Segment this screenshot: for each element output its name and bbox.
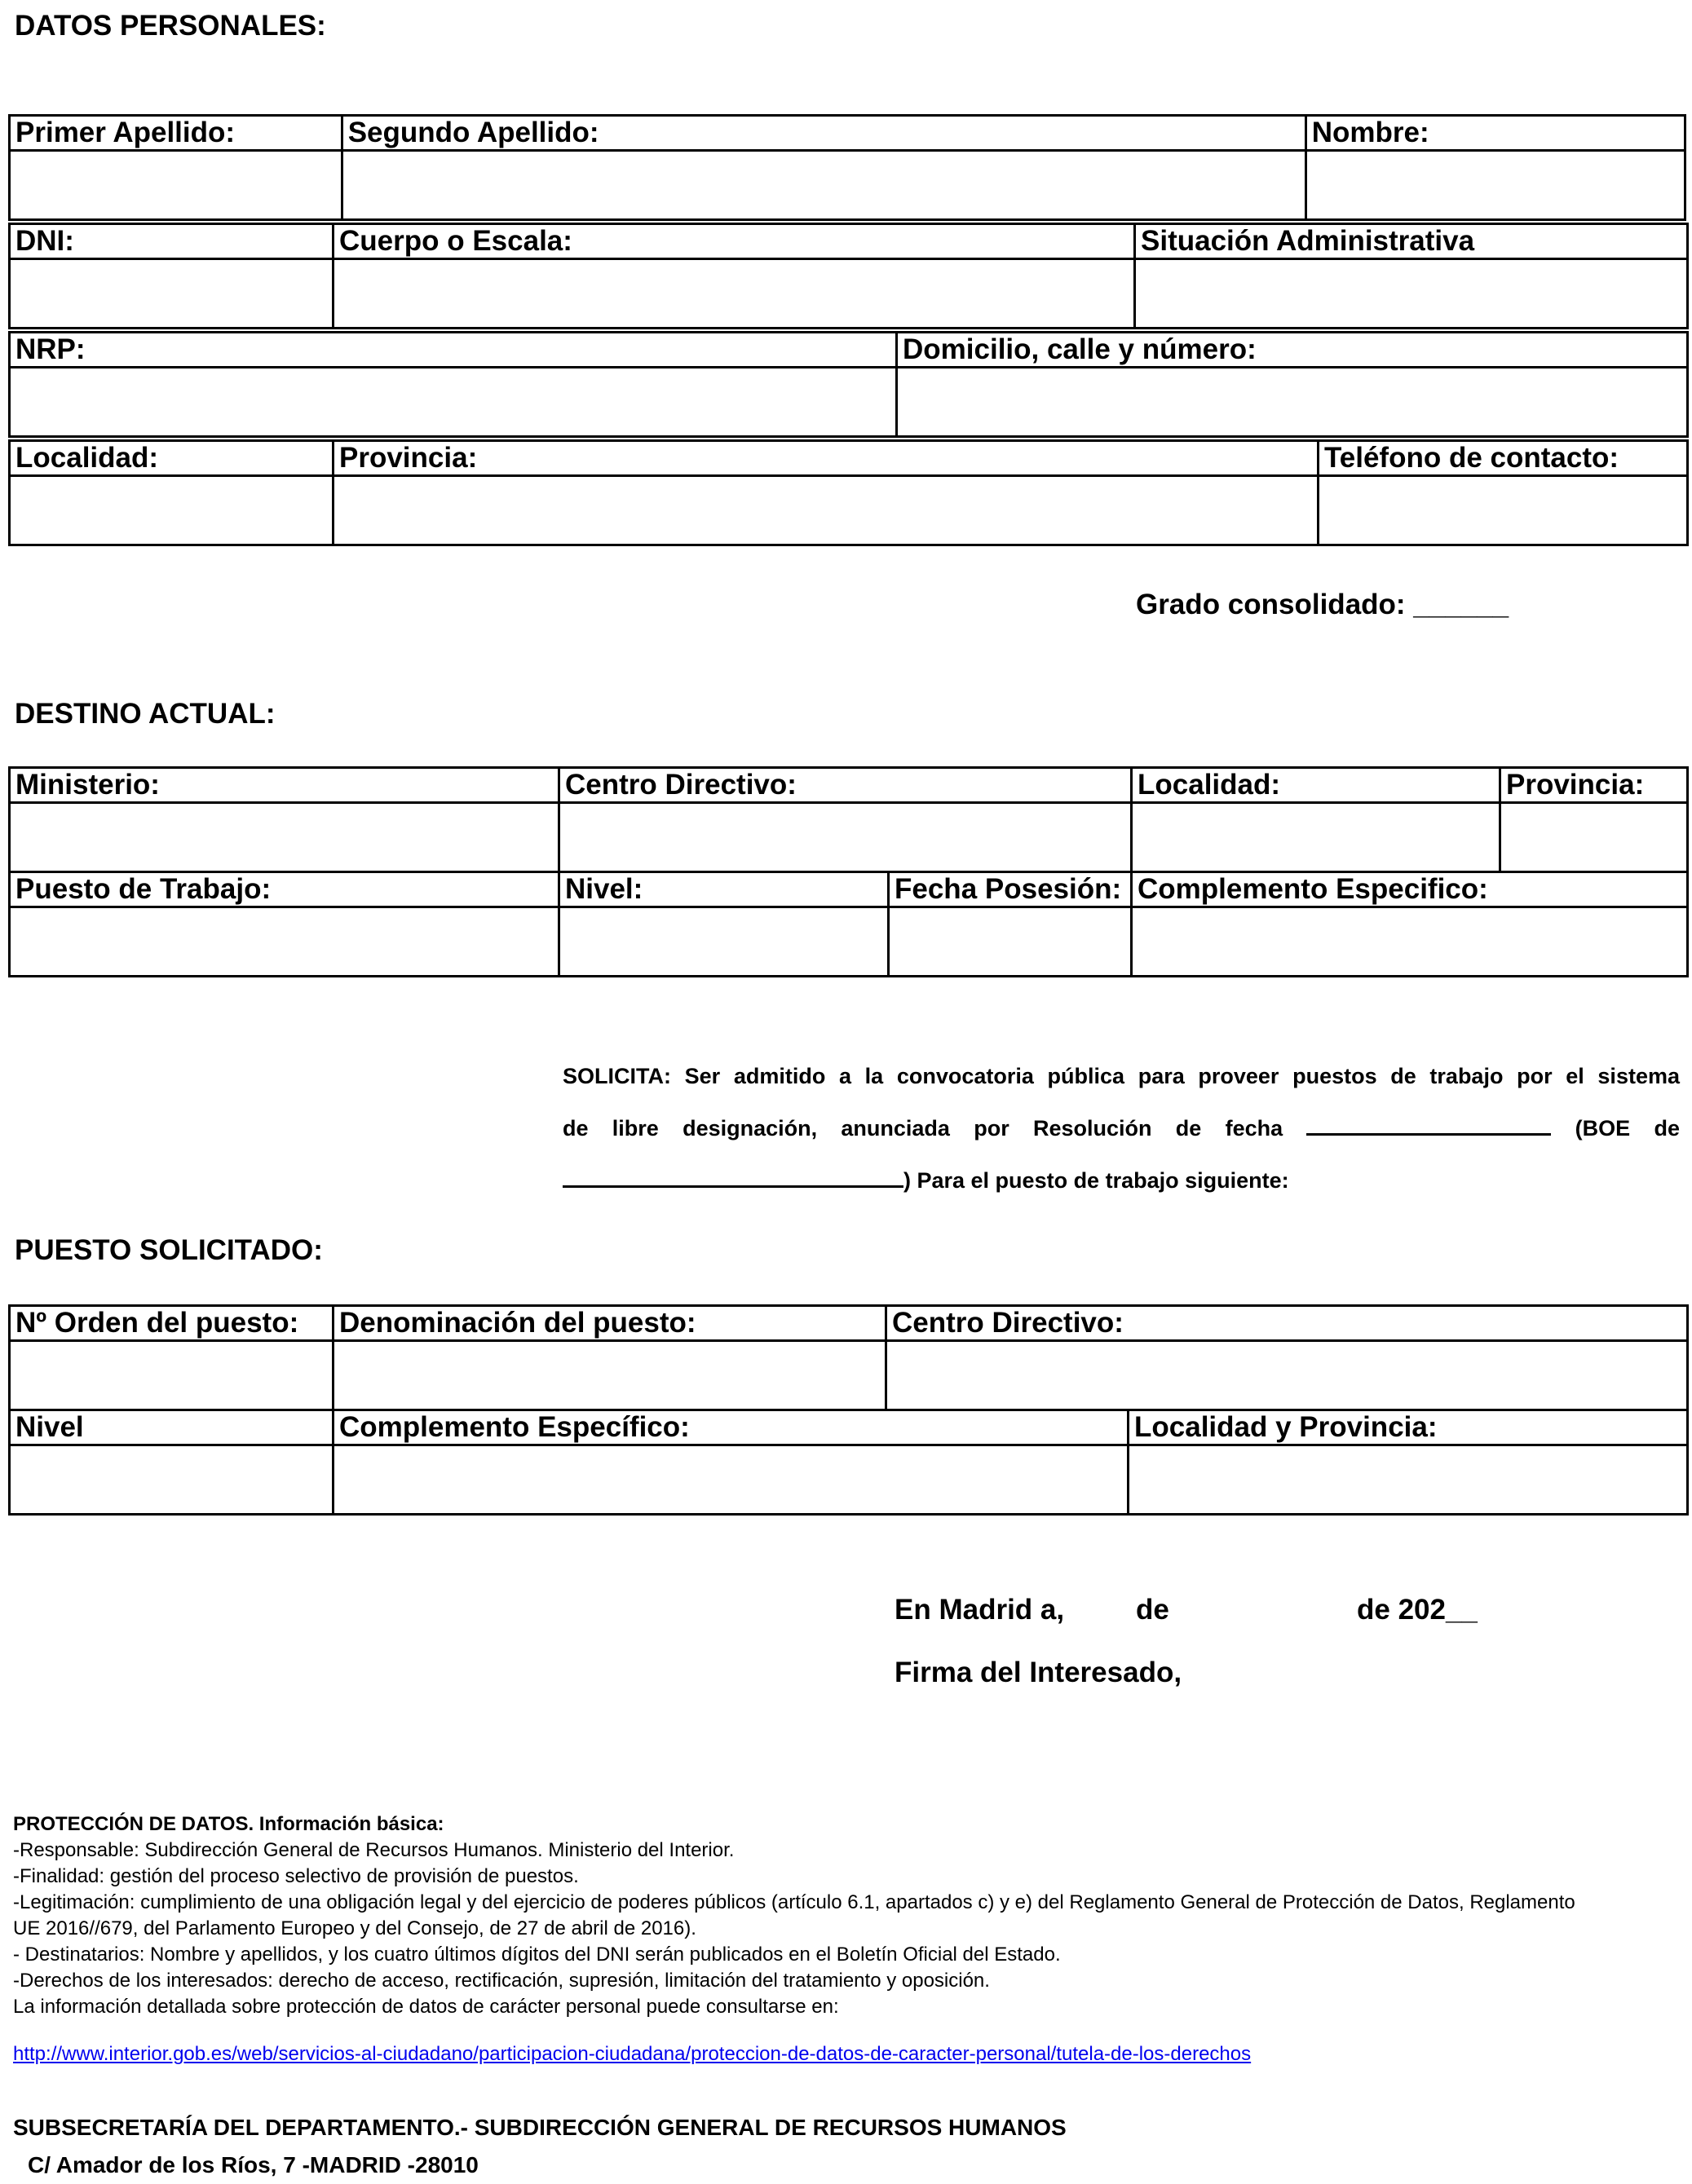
label-primer-apellido: Primer Apellido:: [10, 116, 342, 151]
label-centro-directivo: Centro Directivo:: [559, 768, 1132, 803]
label-destino-provincia: Provincia:: [1500, 768, 1688, 803]
field-centro-directivo[interactable]: [559, 803, 1132, 872]
field-destino-provincia[interactable]: [1500, 803, 1688, 872]
field-nrp[interactable]: [10, 368, 897, 437]
field-destino-localidad[interactable]: [1132, 803, 1500, 872]
label-nombre: Nombre:: [1305, 116, 1685, 151]
proteccion-line: La información detallada sobre protección de datos de carácter personal puede consultarse en:: [13, 1996, 839, 2018]
solicita-paragraph: [563, 1050, 1680, 1207]
field-ministerio[interactable]: [10, 803, 559, 872]
solicita-line-1: SOLICITA: Ser admitido a la convocatoria pública para proveer puestos de trabajo por el sistema: [563, 1064, 1680, 1088]
section-title-puesto-solicitado: PUESTO SOLICITADO:: [15, 1234, 323, 1266]
label-solicitado-centro: Centro Directivo:: [886, 1306, 1688, 1341]
label-fecha-posesion: Fecha Posesión:: [889, 872, 1132, 907]
label-denominacion: Denominación del puesto:: [334, 1306, 886, 1341]
label-situacion-administrativa: Situación Administrativa: [1135, 224, 1688, 259]
label-cuerpo-escala: Cuerpo o Escala:: [334, 224, 1135, 259]
solicita-line-2: [563, 1102, 1680, 1154]
field-complemento-especifico[interactable]: [1132, 907, 1688, 977]
field-numero-orden[interactable]: [10, 1341, 334, 1410]
field-localidad[interactable]: [10, 476, 334, 545]
label-complemento-especifico: Complemento Especifico:: [1132, 872, 1688, 907]
section-title-destino-actual: DESTINO ACTUAL:: [15, 698, 276, 730]
personal-data-table: [8, 114, 1686, 221]
en-madrid-label: En Madrid a,: [895, 1594, 1065, 1626]
field-solicitado-complemento[interactable]: [334, 1445, 1129, 1515]
field-puesto-trabajo[interactable]: [10, 907, 559, 977]
field-nombre[interactable]: [1305, 151, 1685, 220]
field-situacion-administrativa[interactable]: [1135, 259, 1688, 329]
proteccion-datos-title: PROTECCIÓN DE DATOS. Información básica:: [13, 1813, 444, 1835]
label-dni: DNI:: [10, 224, 334, 259]
label-domicilio: Domicilio, calle y número:: [897, 333, 1688, 368]
field-denominacion[interactable]: [334, 1341, 886, 1410]
puesto-solicitado-table: [8, 1304, 1689, 1516]
destino-table: [8, 766, 1689, 977]
field-segundo-apellido[interactable]: [342, 151, 1305, 220]
field-nivel[interactable]: [559, 907, 889, 977]
proteccion-line: -Finalidad: gestión del proceso selectivo de provisión de puestos.: [13, 1865, 579, 1887]
proteccion-line: UE 2016//679, del Parlamento Europeo y del Consejo, de 27 de abril de 2016).: [13, 1917, 696, 1939]
footer-subsecretaria: SUBSECRETARÍA DEL DEPARTAMENTO.- SUBDIRECCIÓN GENERAL DE RECURSOS HUMANOS: [13, 2115, 1067, 2140]
proteccion-datos-block: [13, 1811, 1677, 2020]
label-segundo-apellido: Segundo Apellido:: [342, 116, 1305, 151]
field-telefono[interactable]: [1319, 476, 1688, 545]
footer-address: C/ Amador de los Ríos, 7 -MADRID -28010: [28, 2152, 479, 2177]
field-fecha-posesion[interactable]: [889, 907, 1132, 977]
boe-blank[interactable]: [563, 1185, 903, 1188]
label-solicitado-complemento: Complemento Específico:: [334, 1410, 1129, 1445]
field-provincia[interactable]: [334, 476, 1319, 545]
fecha-de-label-1: de: [1136, 1594, 1169, 1626]
fecha-de-label-2: de 202__: [1357, 1594, 1478, 1626]
label-localidad-provincia: Localidad y Provincia:: [1129, 1410, 1688, 1445]
field-cuerpo-escala[interactable]: [334, 259, 1135, 329]
label-ministerio: Ministerio:: [10, 768, 559, 803]
label-numero-orden: Nº Orden del puesto:: [10, 1306, 334, 1341]
proteccion-line: -Responsable: Subdirección General de Recursos Humanos. Ministerio del Interior.: [13, 1839, 735, 1861]
solicita-line-2-end: (BOE de: [1575, 1116, 1680, 1141]
proteccion-line: -Derechos de los interesados: derecho de acceso, rectificación, supresión, limitación del tratamiento y oposición.: [13, 1970, 990, 1992]
personal-data-table-4: [8, 439, 1689, 546]
solicita-line-3-end: ) Para el puesto de trabajo siguiente:: [903, 1168, 1289, 1193]
personal-data-table-3: [8, 331, 1689, 438]
resolucion-fecha-blank[interactable]: [1306, 1133, 1551, 1136]
field-localidad-provincia[interactable]: [1129, 1445, 1688, 1515]
field-dni[interactable]: [10, 259, 334, 329]
field-solicitado-nivel[interactable]: [10, 1445, 334, 1515]
label-nivel: Nivel:: [559, 872, 889, 907]
label-nrp: NRP:: [10, 333, 897, 368]
label-telefono: Teléfono de contacto:: [1319, 441, 1688, 476]
section-title-datos-personales: DATOS PERSONALES:: [15, 10, 326, 42]
label-puesto-trabajo: Puesto de Trabajo:: [10, 872, 559, 907]
label-localidad: Localidad:: [10, 441, 334, 476]
solicita-line-2-start: de libre designación, anunciada por Resolución de fecha: [563, 1116, 1283, 1141]
field-primer-apellido[interactable]: [10, 151, 342, 220]
field-domicilio[interactable]: [897, 368, 1688, 437]
proteccion-line: - Destinatarios: Nombre y apellidos, y los cuatro últimos dígitos del DNI serán publicados en el Boletín Oficial del Estado.: [13, 1944, 1061, 1966]
proteccion-line: -Legitimación: cumplimiento de una obligación legal y del ejercicio de poderes públicos (artículo 6.1, apartados c) y e) del Reglamento General de Protección de Datos, Reglamento: [13, 1891, 1575, 1913]
grado-consolidado: Grado consolidado: ______: [1136, 589, 1509, 620]
label-destino-localidad: Localidad:: [1132, 768, 1500, 803]
firma-interesado-label: Firma del Interesado,: [895, 1657, 1182, 1688]
field-solicitado-centro[interactable]: [886, 1341, 1688, 1410]
label-provincia: Provincia:: [334, 441, 1319, 476]
label-solicitado-nivel: Nivel: [10, 1410, 334, 1445]
solicita-line-3: [563, 1154, 1680, 1207]
personal-data-table-2: [8, 223, 1689, 329]
proteccion-datos-link[interactable]: http://www.interior.gob.es/web/servicios-al-ciudadano/participacion-ciudadana/proteccion-de-datos-de-caracter-personal/tutela-de-los-derechos: [13, 2043, 1252, 2065]
